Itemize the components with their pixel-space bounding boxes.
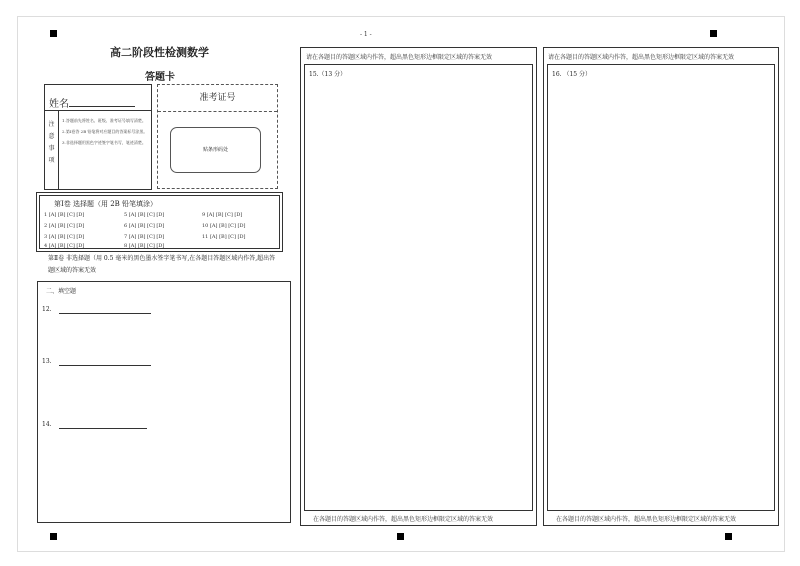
panel-top-notice: 请在各题目的答题区域内作答，超出黑色矩形边框限定区域的答案无效 [306,54,493,61]
answer-options: [A] [B] [C] [D] [206,212,243,218]
choice-question[interactable] [44,212,84,218]
fill-blank-section [37,281,291,523]
question-number: 1 [44,212,48,218]
answer-options: [A] [B] [C] [D] [128,234,165,240]
exam-number-label: 准考证号 [158,85,277,112]
answer-options: [A] [B] [C] [D] [128,212,165,218]
question-number: 7 [124,234,128,240]
registration-marker [397,533,404,540]
barcode-area: 贴条形码处 [170,127,261,173]
choice-question[interactable] [124,212,164,218]
choice-question[interactable] [202,223,245,229]
item-number: 14. [42,421,52,428]
choice-question[interactable] [202,212,242,218]
fill-blank-item [42,358,52,365]
choice-section-title: 第Ⅰ卷 选择题（用 2B 铅笔填涂） [54,200,158,208]
answer-options: [A] [B] [C] [D] [48,234,85,240]
fill-blank-title: 二、填空题 [46,288,77,295]
notice-label-char: 事 [48,145,55,152]
exam-number-box [157,84,278,189]
item-number: 13. [42,358,52,365]
panel-bottom-notice: 在各题目的答题区域内作答，超出黑色矩形边框限定区域的答案无效 [556,516,737,523]
panel-bottom-notice: 在各题目的答题区域内作答，超出黑色矩形边框限定区域的答案无效 [313,516,494,523]
answer-options: [A] [B] [C] [D] [128,223,165,229]
question-number: 2 [44,223,48,229]
answer-options: [A] [B] [C] [D] [209,223,246,229]
answer-line[interactable] [59,365,151,366]
notice-label [45,111,59,189]
choice-question[interactable] [44,223,84,229]
question-number: 10 [202,223,209,229]
notice-box [44,110,152,190]
page-title: 高二阶段性检测数学 [110,46,209,59]
question-number: 9 [202,212,206,218]
answer-panel-15 [300,47,537,526]
answer-area-15[interactable] [304,64,533,511]
fill-blank-item [42,306,52,313]
registration-marker [725,533,732,540]
question-number: 5 [124,212,128,218]
question-number: 11 [202,234,209,240]
answer-line[interactable] [59,428,147,429]
part2-instructions: 第Ⅱ卷 非选择题（用 0.5 毫米的黑色墨水签字笔书写,在各题目答题区域内作答,超出答题区域的答案无效 [48,255,276,274]
name-label: 姓名 [49,99,69,110]
question-number: 3 [44,234,48,240]
question-number: 4 [44,243,48,249]
page-subtitle: 答题卡 [145,72,175,83]
answer-options: [A] [B] [C] [D] [209,234,246,240]
registration-marker [50,30,57,37]
choice-question[interactable] [202,234,245,240]
registration-marker [710,30,717,37]
answer-line[interactable] [59,313,151,314]
name-input-line[interactable] [69,106,135,107]
notice-label-char: 意 [48,133,55,140]
question-number: 8 [124,243,128,249]
name-box [44,84,152,111]
question-label-15: 15.（13 分） [309,71,347,78]
answer-options: [A] [B] [C] [D] [48,243,85,249]
answer-options: [A] [B] [C] [D] [48,212,85,218]
choice-question[interactable] [44,243,84,249]
choice-question[interactable] [124,223,164,229]
notice-label-char: 注 [48,121,55,128]
choice-question[interactable] [124,243,164,249]
answer-options: [A] [B] [C] [D] [48,223,85,229]
notice-label-char: 项 [48,157,55,164]
registration-marker [50,533,57,540]
page-number: - 1 - [360,31,372,38]
answer-panel-16 [543,47,779,526]
choice-question[interactable] [124,234,164,240]
answer-options: [A] [B] [C] [D] [128,243,165,249]
notice-text: 1.答题前先将姓名、班级、准考证号填写清楚。2.第Ⅰ卷答 2B 铅笔将对应题目的答案标号涂黑。3.非选择题用黑色字迹签字笔书写，笔迹清楚。 [62,118,148,145]
question-number: 6 [124,223,128,229]
choice-section [36,192,283,252]
choice-question[interactable] [44,234,84,240]
question-label-16: 16. （15 分） [552,71,591,78]
item-number: 12. [42,306,52,313]
choice-section-inner [39,195,280,249]
fill-blank-item [42,421,52,428]
answer-area-16[interactable] [547,64,775,511]
panel-top-notice: 请在各题目的答题区域内作答，超出黑色矩形边框限定区域的答案无效 [548,54,735,61]
